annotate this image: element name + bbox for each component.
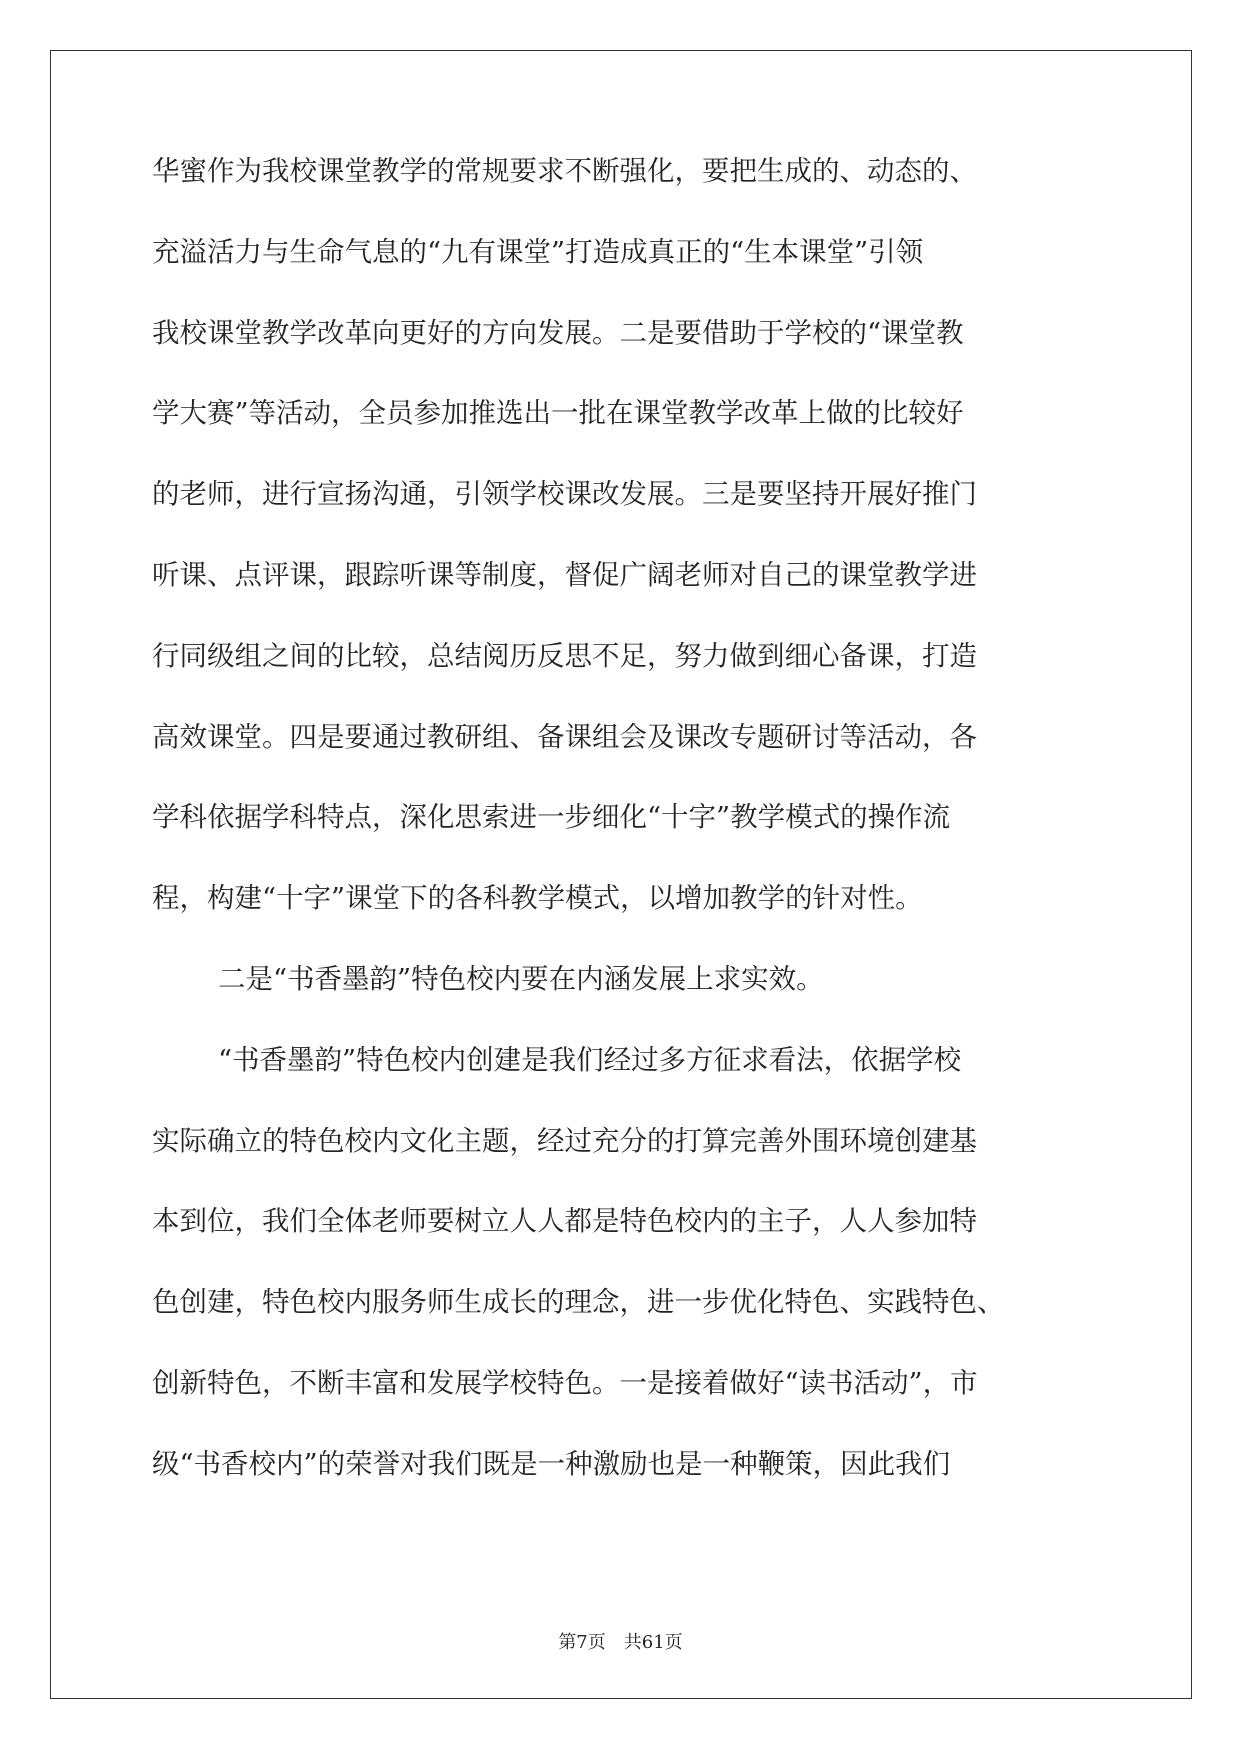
page-number-footer: 第7页 共61页	[558, 1632, 683, 1653]
text-line: 学科依据学科特点，深化思索进一步细化“十字”教学模式的操作流	[152, 801, 951, 834]
text-line: 的老师，进行宣扬沟通，引领学校课改发展。三是要坚持开展好推门	[152, 478, 977, 511]
text-line: 创新特色，不断丰富和发展学校特色。一是接着做好“读书活动”，市	[152, 1366, 978, 1399]
text-line: 我校课堂教学改革向更好的方向发展。二是要借助于学校的“课堂教	[152, 316, 964, 349]
text-line: 色创建，特色校内服务师生成长的理念，进一步优化特色、实践特色、	[152, 1286, 1005, 1319]
text-line: 听课、点评课，跟踪听课等制度，督促广阔老师对自己的课堂教学进	[152, 558, 977, 591]
text-line: 高效课堂。四是要通过教研组、备课组会及课改专题研讨等活动，各	[152, 720, 977, 753]
section-heading: 二是“书香墨韵”特色校内要在内涵发展上求实效。	[218, 962, 824, 995]
text-line: 充溢活力与生命气息的“九有课堂”打造成真正的“生本课堂”引领	[152, 235, 924, 268]
text-line: 程，构建“十字”课堂下的各科教学模式，以增加教学的针对性。	[152, 882, 923, 915]
text-line: 实际确立的特色校内文化主题，经过充分的打算完善外围环境创建基	[152, 1124, 977, 1157]
text-line: “书香墨韵”特色校内创建是我们经过多方征求看法，依据学校	[218, 1043, 962, 1076]
text-line: 华蜜作为我校课堂教学的常规要求不断强化，要把生成的、动态的、	[152, 155, 977, 187]
text-line: 本到位，我们全体老师要树立人人都是特色校内的主子，人人参加特	[152, 1205, 977, 1238]
text-line: 行同级组之间的比较，总结阅历反思不足，努力做到细心备课，打造	[152, 639, 977, 672]
text-line: 级“书香校内”的荣誉对我们既是一种激励也是一种鞭策，因此我们	[152, 1447, 951, 1480]
document-body	[152, 154, 1092, 1528]
text-line: 学大赛”等活动，全员参加推选出一批在课堂教学改革上做的比较好	[152, 397, 964, 430]
